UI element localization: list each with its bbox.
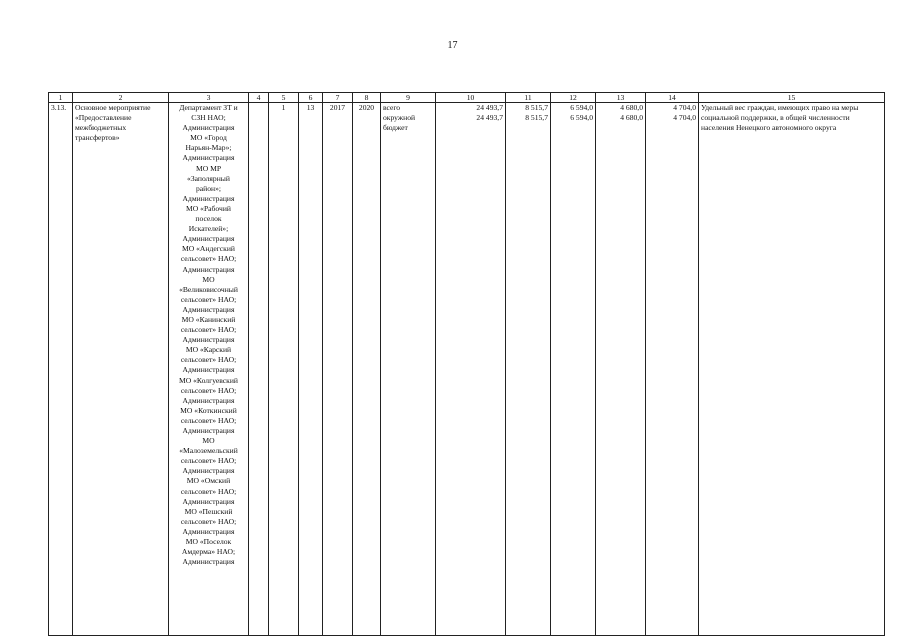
executors-cell	[169, 103, 249, 636]
executor-line: Администрация	[182, 123, 235, 133]
measure-name: Основное мероприятие «Предоставление межбюджетных трансфертов»	[73, 103, 169, 636]
col13-cell	[596, 103, 646, 636]
column-header: 4	[249, 93, 269, 103]
executor-line: сельсовет» НАО;	[180, 355, 237, 365]
executor-line: сельсовет» НАО;	[180, 325, 237, 335]
executor-line: сельсовет» НАО;	[180, 415, 237, 425]
executor-line: МО «Рабочий	[186, 203, 231, 213]
executor-line: сельсовет» НАО;	[180, 486, 237, 496]
executor-line: сельсовет» НАО;	[180, 516, 237, 526]
column-header: 14	[646, 93, 699, 103]
executor-line: Администрация	[182, 395, 235, 405]
column-header: 3	[169, 93, 249, 103]
funding-source-cell	[381, 103, 436, 636]
column-header: 6	[299, 93, 323, 103]
executor-line: МО «Город	[190, 133, 227, 143]
executor-line: Администрация	[182, 526, 235, 536]
column-header: 1	[49, 93, 73, 103]
executor-line: МО «Пешский	[184, 506, 233, 516]
executor-line: МО «Коткинский	[180, 405, 237, 415]
column-header: 9	[381, 93, 436, 103]
executor-line: Администрация	[182, 496, 235, 506]
executor-line: Администрация	[182, 426, 235, 435]
executor-line: МО «Карский	[185, 345, 232, 355]
year-end-cell: 2020	[353, 103, 381, 636]
col12-total: 6 594,0	[570, 103, 593, 112]
executor-line: Администрация	[182, 304, 235, 314]
column-header: 8	[353, 93, 381, 103]
col13-total: 4 680,0	[620, 103, 643, 112]
executor-line: «Заполярный	[187, 173, 230, 183]
col14-cell	[646, 103, 699, 636]
col4-cell	[249, 103, 269, 636]
executor-line: МО «Поселок	[185, 537, 232, 547]
program-table	[48, 92, 885, 636]
executor-line: район»;	[196, 183, 221, 193]
executor-line: Администрация	[182, 335, 235, 345]
executor-line: сельсовет» НАО;	[180, 254, 237, 264]
executor-line: МО «Андегский	[181, 244, 235, 254]
executor-line: МО	[202, 436, 215, 446]
executor-line: МО «Канинский	[181, 314, 236, 324]
header-row	[49, 93, 885, 103]
executor-line: СЗН НАО;	[191, 113, 226, 123]
executor-line: Администрация	[182, 153, 235, 163]
executor-line: «Малоземельский	[179, 446, 238, 456]
col11-regional: 8 515,7	[525, 113, 548, 123]
column-header: 7	[323, 93, 353, 103]
executor-line: Администрация	[182, 234, 235, 244]
col5-cell: 1	[269, 103, 299, 636]
col12-regional: 6 594,0	[570, 113, 593, 123]
source-total: всего	[383, 103, 401, 112]
year-start-cell: 2017	[323, 103, 353, 636]
executor-line: «Великовисочный	[179, 284, 238, 294]
executor-line: Администрация	[182, 264, 235, 274]
col12-cell	[551, 103, 596, 636]
column-header: 15	[699, 93, 885, 103]
executor-line: Администрация	[182, 365, 235, 375]
col14-total: 4 704,0	[673, 103, 696, 112]
executor-line: Администрация	[182, 466, 235, 476]
executor-line: МО МР	[195, 163, 222, 173]
executor-line: сельсовет» НАО;	[180, 385, 237, 395]
executor-line: сельсовет» НАО;	[180, 294, 237, 304]
column-header: 2	[73, 93, 169, 103]
col14-regional: 4 704,0	[673, 113, 696, 123]
col10-total: 24 493,7	[476, 103, 503, 112]
page-number: 17	[447, 40, 458, 51]
executor-line: Нарьян-Мар»;	[185, 143, 232, 153]
col11-cell	[506, 103, 551, 636]
col11-total: 8 515,7	[525, 103, 548, 112]
col13-regional: 4 680,0	[620, 113, 643, 123]
column-header: 13	[596, 93, 646, 103]
executor-line: поселок	[195, 214, 222, 224]
executor-line: Амдерма» НАО;	[181, 547, 236, 557]
executor-line: МО	[202, 274, 215, 284]
executor-line: МО «Колгуевский	[178, 375, 238, 385]
col10-regional: 24 493,7	[476, 113, 503, 123]
executor-line: Администрация	[182, 193, 235, 203]
executor-line: сельсовет» НАО;	[180, 456, 237, 466]
col6-cell: 13	[299, 103, 323, 636]
table-row	[49, 103, 885, 636]
source-regional: окружной бюджет	[383, 113, 416, 133]
column-header: 10	[436, 93, 506, 103]
column-header: 12	[551, 93, 596, 103]
executor-line: Департамент ЗТ и	[179, 103, 238, 112]
executor-line: МО «Омский	[186, 476, 231, 486]
indicator-cell: Удельный вес граждан, имеющих право на меры социальной поддержки, в общей численности населения Ненецкого автономного округа	[699, 103, 885, 636]
row-number: 3.13.	[49, 103, 73, 636]
executor-line: Администрация	[182, 557, 235, 567]
column-header: 11	[506, 93, 551, 103]
executor-line: Искателей»;	[188, 224, 229, 234]
column-header: 5	[269, 93, 299, 103]
col10-cell	[436, 103, 506, 636]
